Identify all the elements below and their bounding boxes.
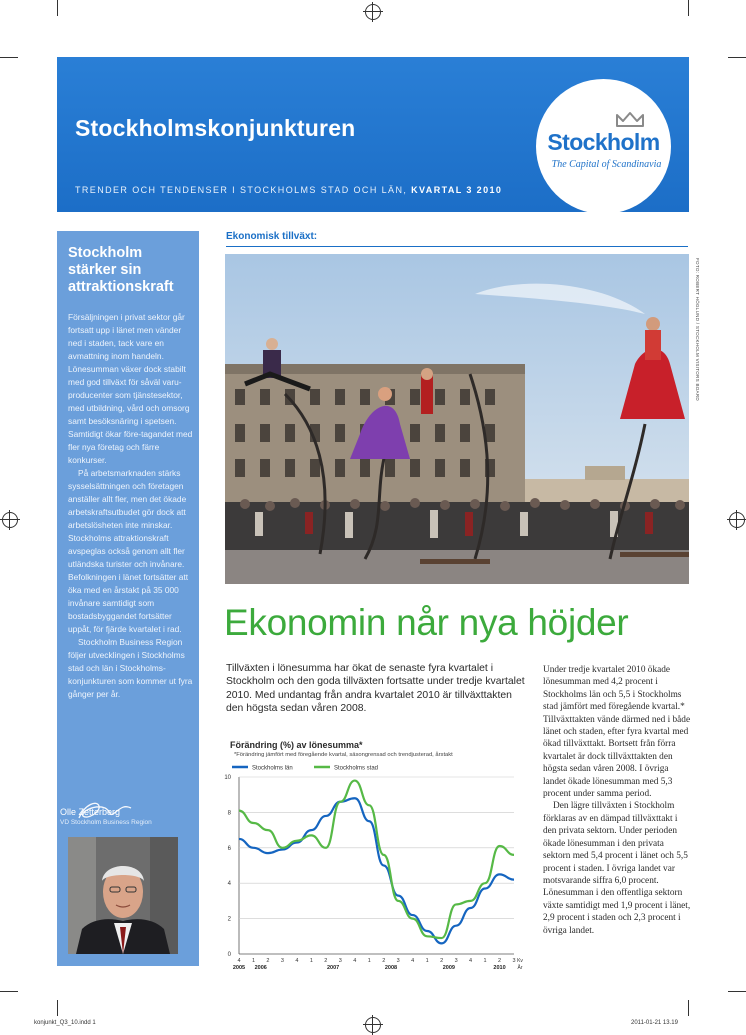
article-headline: Ekonomin når nya höjder: [224, 602, 629, 643]
sidebar-body: [68, 311, 196, 701]
masthead: [57, 57, 689, 212]
chart-title: Förändring (%) av lönesumma*: [230, 740, 363, 750]
wage-sum-line-chart: [224, 762, 530, 974]
x-tick-label: 4: [353, 958, 357, 964]
x-tick-label: 1: [367, 958, 371, 964]
x-year-label: 2007: [326, 965, 340, 971]
series-line-stad: [239, 781, 514, 939]
x-year-label: 2006: [254, 965, 267, 971]
article-intro: Tillväxten i lönesumma har ökat de senaste fyra kvartalet i Stockholm och den goda tillväxten fortsatte under tredje kvartalet 2010. Med undantag från andra kvartalet 2010 är tillväxttakten den högsta sedan våren 2008.: [226, 663, 525, 714]
portrait-photo: [68, 837, 178, 954]
street-performance-photo: [225, 254, 689, 584]
crop-mark: [0, 991, 18, 992]
sidebar-heading: Stockholm stärker sin attraktionskraft: [68, 245, 174, 295]
body-paragraph: Den lägre tillväxten i Stockholm förklaras av en dämpad tillväxttakt i den privata sektorn. Under perioden ökade lönesumman i den privata sektorn med 5,4 procent i länet och 5,5 procent i staden. I övriga landet var motsvarande siffra 6,0 procent. Lönesumman i den offentliga sektorn växte samtidigt med 1,9 procent i länet, 2,9 procent i staden och 2,3 procent i övriga landet.: [543, 801, 691, 936]
x-tick-label: 2: [497, 958, 502, 964]
x-tick-label: 4: [411, 958, 415, 964]
print-slug-file: konjunkt_Q3_10.indd 1: [34, 1020, 96, 1026]
x-tick-label: 3: [338, 958, 342, 964]
x-tick-label: 4: [237, 958, 241, 964]
x-tick-label: 1: [309, 958, 313, 964]
x-tick-label: 4: [295, 958, 299, 964]
x-tick-label: 3: [454, 958, 458, 964]
x-tick-label: 2: [440, 958, 444, 964]
chart-series: [239, 781, 514, 944]
logo-subtitle: The Capital of Scandinavia: [551, 159, 662, 170]
registration-mark-bottom: [365, 1017, 381, 1033]
section-divider: [226, 246, 688, 247]
crop-mark: [57, 0, 58, 16]
y-tick-label: 4: [227, 881, 231, 888]
crop-mark: [57, 1000, 58, 1016]
crop-mark: [688, 1000, 689, 1016]
legend-label: Stockholms län: [252, 765, 293, 772]
x-tick-label: 2: [324, 958, 328, 964]
registration-mark-left: [2, 512, 18, 528]
y-tick-label: 10: [224, 775, 231, 781]
photo-credit: FOTO: ROBERT HÖGLUND / STOCKHOLM VISITORS BOARD: [695, 258, 700, 401]
registration-mark-top: [365, 4, 381, 20]
series-line-lan: [239, 798, 514, 943]
y-tick-label: 2: [227, 916, 231, 923]
article-body-column: [543, 664, 693, 937]
x-year-label: 2005: [232, 965, 246, 971]
sidebar: [57, 231, 199, 966]
x-tick-label: 1: [425, 958, 429, 964]
signature-role: VD Stockholm Business Region: [60, 819, 152, 826]
x-tick-label: 2: [266, 958, 270, 964]
tagline-prefix: TRENDER OCH TENDENSER I STOCKHOLMS STAD OCH LÄN,: [75, 185, 408, 195]
x-year-label: 2009: [442, 965, 455, 971]
chart-y-axis: [224, 775, 231, 958]
y-tick-label: 8: [227, 810, 231, 817]
x-tick-label: 1: [251, 958, 256, 964]
tagline: [75, 185, 502, 195]
crown-icon: [615, 111, 645, 129]
chart-grid: [239, 777, 514, 954]
x-tick-label: 1: [483, 958, 487, 964]
chart-legend: [232, 766, 378, 772]
publication-title: Stockholmskonjunkturen: [75, 115, 356, 141]
sidebar-paragraph: Försäljningen i privat sektor går fortsatt upp i länet men vänder ned i staden, tack vare en avmattning inom handeln. Lönesumman växer dock stabilt med god tillväxt för såväl varu-producenter som tjänstesektor, med utbildning, vård och omsorg samt besöksnäring i spetsen. Samtidigt ökar före-tagandet med fler nya företag och färre konkurser.: [68, 312, 193, 465]
chart-x-axis: [233, 958, 524, 971]
stockholm-logo: [536, 79, 671, 214]
body-paragraph: Under tredje kvartalet 2010 ökade lönesumman med 4,2 procent i Stockholms län och 5,5 i Stockholms stad jämfört med föregående kvartal.* Tillväxttakten vände därmed ned i både länet och staden, efter fyra kvartal med ökad tillväxttakt. Bortsett från förra kvartalet är dock tillväxttakten den högsta sedan våren 2008. I övriga landet ökade lönesumman med 5,3 procent under samma period.: [543, 665, 691, 800]
chart-subtitle: *Förändring jämfört med föregående kvartal, säsongrensad och trendjusterad, årstakt: [234, 752, 453, 758]
signature-name: Olle Zetterberg: [60, 807, 121, 817]
x-year-label: 2010: [493, 965, 506, 971]
x-axis-unit-year: År: [517, 965, 523, 971]
print-slug-date: 2011-01-21 13.19: [631, 1020, 678, 1026]
crop-mark: [688, 0, 689, 16]
y-tick-label: 0: [227, 952, 231, 958]
legend-label: Stockholms stad: [334, 765, 379, 772]
x-tick-label: 4: [469, 958, 473, 964]
sidebar-paragraph: Stockholm Business Region följer utvecklingen i Stockholms stad och län i Stockholms-konjunkturen som kommer ut fyra gånger per år.: [68, 637, 193, 699]
crop-mark: [0, 57, 18, 58]
issue-label: KVARTAL 3 2010: [411, 185, 503, 195]
x-tick-label: 3: [280, 958, 284, 964]
x-year-label: 2008: [384, 965, 398, 971]
logo-wordmark: Stockholm: [547, 129, 660, 155]
crop-mark: [728, 57, 746, 58]
x-tick-label: 3: [396, 958, 400, 964]
y-tick-label: 6: [227, 845, 231, 852]
x-axis-unit-quarter: Kv: [517, 958, 523, 964]
crop-mark: [728, 991, 746, 992]
x-tick-label: 3: [512, 958, 516, 964]
section-label: Ekonomisk tillväxt:: [226, 231, 318, 242]
x-tick-label: 2: [382, 958, 386, 964]
sidebar-paragraph: På arbetsmarknaden stärks sysselsättningen och företagen anställer allt fler, men det ökade arbetskraftsutbudet gör dock att arbetslösheten inte minskar. Stockholms attraktionskraft avspeglas också genom allt fler utländska turister och invånare. Befolkningen i länet fortsätter att öka med en årstakt på 35 000 invånare samtidigt som bostadsbyggandet fortsätter uppåt, för fjärde kvartalet i rad.: [68, 468, 189, 634]
registration-mark-right: [729, 512, 745, 528]
